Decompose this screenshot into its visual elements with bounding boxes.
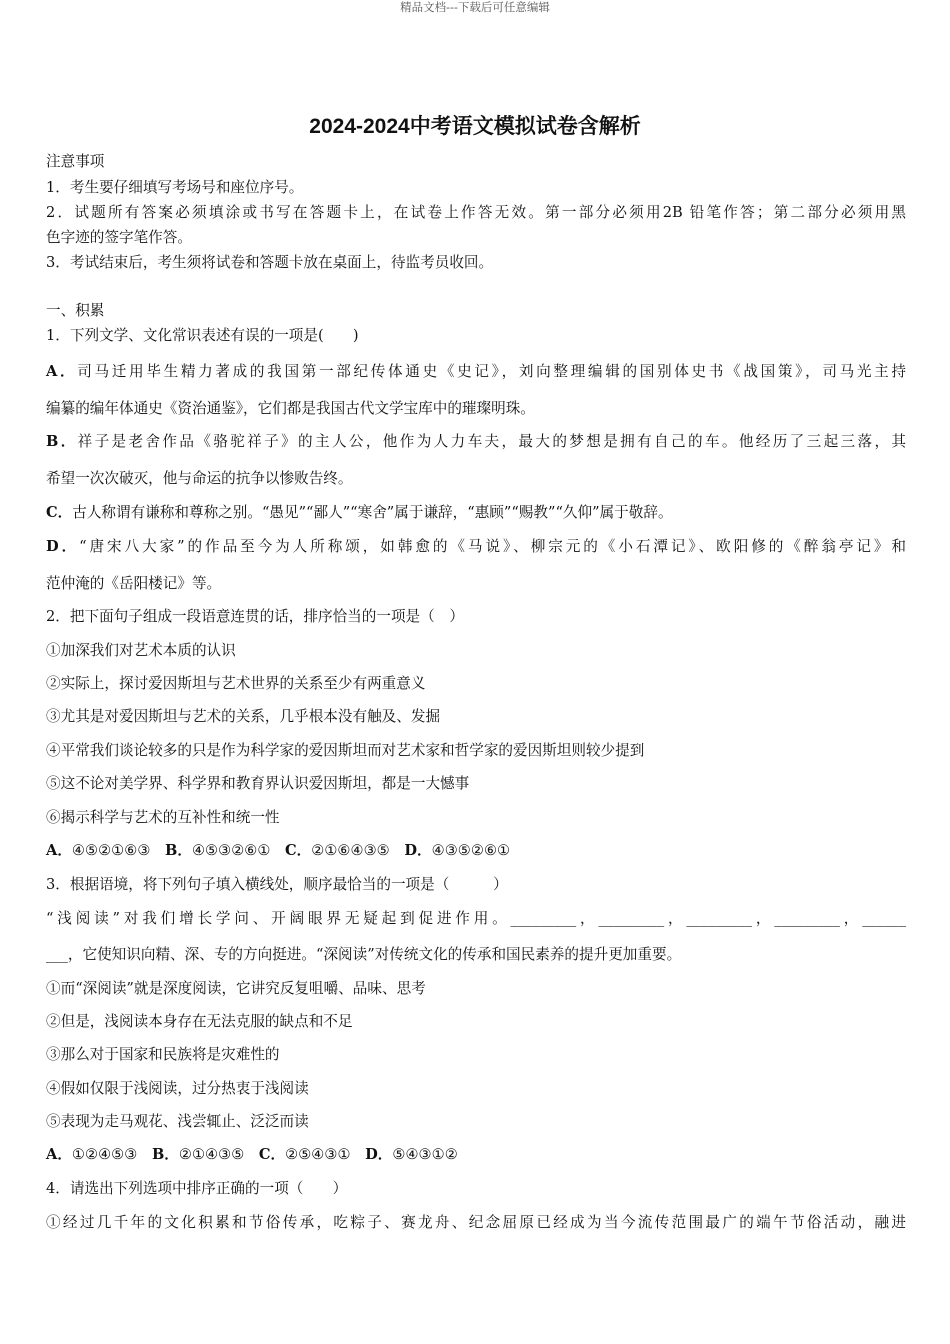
option-label: A． bbox=[46, 1146, 72, 1163]
question-1-option-c bbox=[46, 503, 906, 523]
question-1-option-a bbox=[46, 362, 906, 382]
section-heading: 一、积累 bbox=[46, 302, 105, 319]
sentence-item: ③那么对于国家和民族将是灾难性的 bbox=[46, 1046, 280, 1063]
option-text: 祥子是老舍作品《骆驼祥子》的主人公，他作为人力车夫，最大的梦想是拥有自己的车。他经历了三起三落，其 bbox=[77, 433, 906, 450]
option-text: ④⑤③②⑥① bbox=[191, 842, 271, 859]
option-label: D． bbox=[365, 1146, 393, 1163]
notice-item: 2．试题所有答案必须填涂或书写在答题卡上，在试卷上作答无效。第一部分必须用2B 铅笔作答；第二部分必须用黑 bbox=[46, 204, 906, 221]
sentence-item: ④平常我们谈论较多的只是作为科学家的爱因斯坦而对艺术家和哲学家的爱因斯坦则较少提到 bbox=[46, 742, 645, 759]
notice-item: 3．考试结束后，考生须将试卷和答题卡放在桌面上，待监考员收回。 bbox=[46, 254, 494, 271]
question-3-options bbox=[46, 1145, 906, 1165]
notice-heading: 注意事项 bbox=[46, 153, 105, 170]
notice-item: 1．考生要仔细填写考场号和座位序号。 bbox=[46, 179, 304, 196]
option-text: ②①④③⑤ bbox=[178, 1146, 245, 1163]
question-2-options bbox=[46, 841, 906, 861]
page-title: 2024-2024中考语文模拟试卷含解析 bbox=[309, 115, 641, 138]
question-1-option-a-cont: 编纂的编年体通史《资治通鉴》，它们都是我国古代文学宝库中的璀璨明珠。 bbox=[46, 400, 535, 417]
option-text: 古人称谓有谦称和尊称之别。“愚见”“鄙人”“寒舍”属于谦辞，“惠顾”“赐教”“久仰”属于敬辞。 bbox=[72, 504, 673, 521]
option-label: C． bbox=[46, 504, 73, 521]
option-label: B． bbox=[165, 842, 192, 859]
question-1-option-d bbox=[46, 537, 906, 557]
sentence-item: ⑤这不论对美学界、科学界和教育界认识爱因斯坦，都是一大憾事 bbox=[46, 775, 470, 792]
question-1-option-b-cont: 希望一次次破灭，他与命运的抗争以惨败告终。 bbox=[46, 470, 353, 487]
option-label: D． bbox=[404, 842, 432, 859]
header-note: 精品文档---下载后可任意编辑 bbox=[400, 0, 550, 14]
sentence-item: ③尤其是对爱因斯坦与艺术的关系，几乎根本没有触及、发掘 bbox=[46, 708, 441, 725]
question-1-option-b bbox=[46, 432, 906, 452]
option-label: A． bbox=[46, 842, 72, 859]
option-label: C． bbox=[285, 842, 312, 859]
sentence-item: ⑥揭示科学与艺术的互补性和统一性 bbox=[46, 809, 280, 826]
option-label: C． bbox=[258, 1146, 286, 1163]
question-4-stem: 4．请选出下列选项中排序正确的一项（ ） bbox=[46, 1180, 348, 1197]
sentence-item: ①经过几千年的文化积累和节俗传承，吃粽子、赛龙舟、纪念屈原已经成为当今流传范围最广的端午节俗活动，融进 bbox=[46, 1214, 906, 1231]
sentence-item: ①而“深阅读”就是深度阅读，它讲究反复咀嚼、品味、思考 bbox=[46, 980, 426, 997]
option-text: ⑤④③①② bbox=[392, 1146, 458, 1163]
option-label: B． bbox=[46, 433, 78, 450]
question-3-context-cont: ___，它使知识向精、深、专的方向挺进。“深阅读”对传统文化的传承和国民素养的提升更加重要。 bbox=[46, 946, 682, 963]
question-1-option-d-cont: 范仲淹的《岳阳楼记》等。 bbox=[46, 575, 222, 592]
sentence-item: ④假如仅限于浅阅读，过分热衷于浅阅读 bbox=[46, 1080, 309, 1097]
option-text: 司马迁用毕生精力著成的我国第一部纪传体通史《史记》，刘向整理编辑的国别体史书《战国策》，司马光主持 bbox=[77, 363, 906, 380]
option-label: D． bbox=[46, 538, 80, 555]
option-text: ①②④⑤③ bbox=[71, 1146, 138, 1163]
question-1-stem: 1．下列文学、文化常识表述有误的一项是( ) bbox=[46, 327, 359, 344]
option-text: ④③⑤②⑥① bbox=[431, 842, 511, 859]
sentence-item: ⑤表现为走马观花、浅尝辄止、泛泛而读 bbox=[46, 1113, 309, 1130]
notice-item: 色字迹的签字笔作答。 bbox=[46, 229, 192, 246]
option-text: ④⑤②①⑥③ bbox=[71, 842, 151, 859]
question-3-stem: 3．根据语境，将下列句子填入横线处，顺序最恰当的一项是（ ） bbox=[46, 876, 508, 893]
option-text: “唐宋八大家”的作品至今为人所称颂，如韩愈的《马说》、柳宗元的《小石潭记》、欧阳修的《醉翁亭记》和 bbox=[79, 538, 907, 555]
sentence-item: ②但是，浅阅读本身存在无法克服的缺点和不足 bbox=[46, 1013, 353, 1030]
sentence-item: ②实际上，探讨爱因斯坦与艺术世界的关系至少有两重意义 bbox=[46, 675, 426, 692]
option-text: ②⑤④③① bbox=[285, 1146, 351, 1163]
option-label: B． bbox=[151, 1146, 179, 1163]
question-2-stem: 2．把下面句子组成一段语意连贯的话，排序恰当的一项是（ ） bbox=[46, 608, 464, 625]
question-3-context: “浅阅读”对我们增长学问、开阔眼界无疑起到促进作用。_________，_________，_________，_________，______ bbox=[46, 910, 906, 927]
option-text: ②①⑥④③⑤ bbox=[311, 842, 390, 859]
sentence-item: ①加深我们对艺术本质的认识 bbox=[46, 642, 236, 659]
option-label: A． bbox=[46, 363, 78, 380]
